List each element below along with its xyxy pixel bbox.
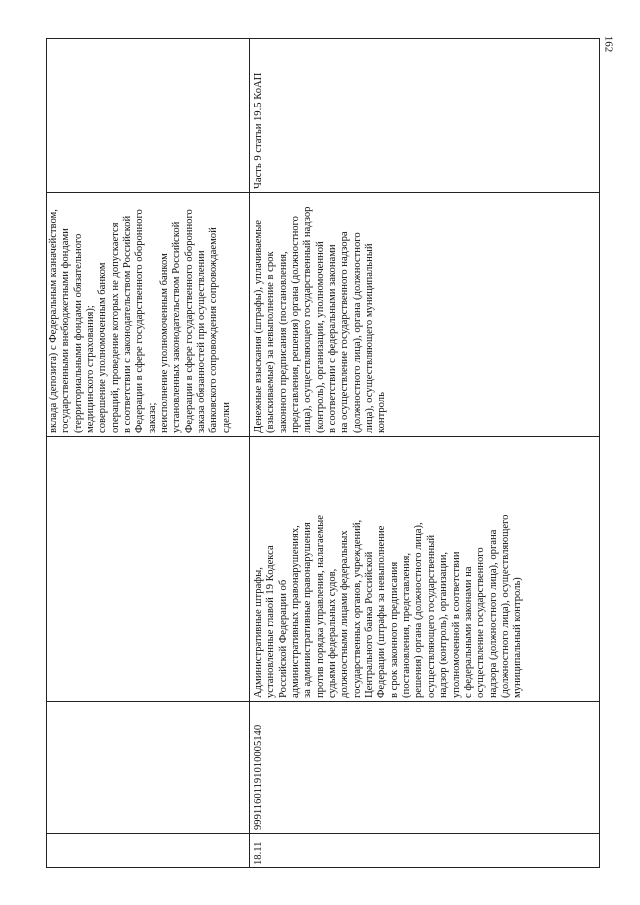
penalty-detail: Денежные взыскания (штрафы), уплачиваемые (взыскиваемые) за невыполнение в срок законного предписания (постановления, представления, решения) органа (должностного лица), осуществляющего государственный надзор (контроль), организации, уполномоченной в соответствии с федеральными законами на осуществление государственного надзора (должностного лица), органа (должностного лица), осуществляющего муниципальный контроль	[253, 206, 388, 433]
table-border-left	[46, 867, 600, 868]
continuation-text: вклада (депозита) с Федеральным казначейством, государственными внебюджетными фондами (территориальными фондами обязательного медицинского страхования); совершение уполномоченным банком операций, проведение которых не допускается в соответствии с законодательством Российской Федерации в сфере государственного оборонного заказа; неисполнение уполномоченным банком установленных законодательством Российской Федерации в сфере государственного оборонного заказа обязанностей при осуществлении банковского сопровождения сопровождаемой сделки	[48, 209, 232, 433]
row-number: 18.11	[253, 841, 264, 865]
table-border-right	[46, 38, 600, 39]
table-border-bottom	[599, 38, 600, 868]
page-number: 162	[602, 35, 615, 53]
row-divider	[249, 38, 250, 868]
rotated-page	[46, 38, 600, 868]
income-description: Административные штрафы, установленные главой 19 Кодекса Российской Федерации об административных правонарушениях, за административные правонарушения против порядка управления, налагаемые судьями федеральных судов, должностными лицами федеральных государственных органов, учреждений, Центрального банка Российской Федерации (штрафы за невыполнение в срок законного предписания (постановления, представления, решения) органа (должностного лица), осуществляющего государственный надзор (контроль), организации, уполномоченной в соответствии с федеральными законами на осуществление государственного надзора (должностного лица), органа (должностного лица), осуществляющего муниципальный контроль)	[253, 514, 524, 698]
col-divider-4	[46, 192, 600, 193]
legal-article: Часть 9 статьи 19.5 КоАП	[253, 72, 264, 189]
col-divider-1	[46, 833, 600, 834]
table-border-top	[46, 38, 47, 868]
kbk-code: 99911601191010005140	[253, 724, 264, 830]
col-divider-3	[46, 436, 600, 437]
col-divider-2	[46, 701, 600, 702]
budget-table	[46, 38, 600, 868]
